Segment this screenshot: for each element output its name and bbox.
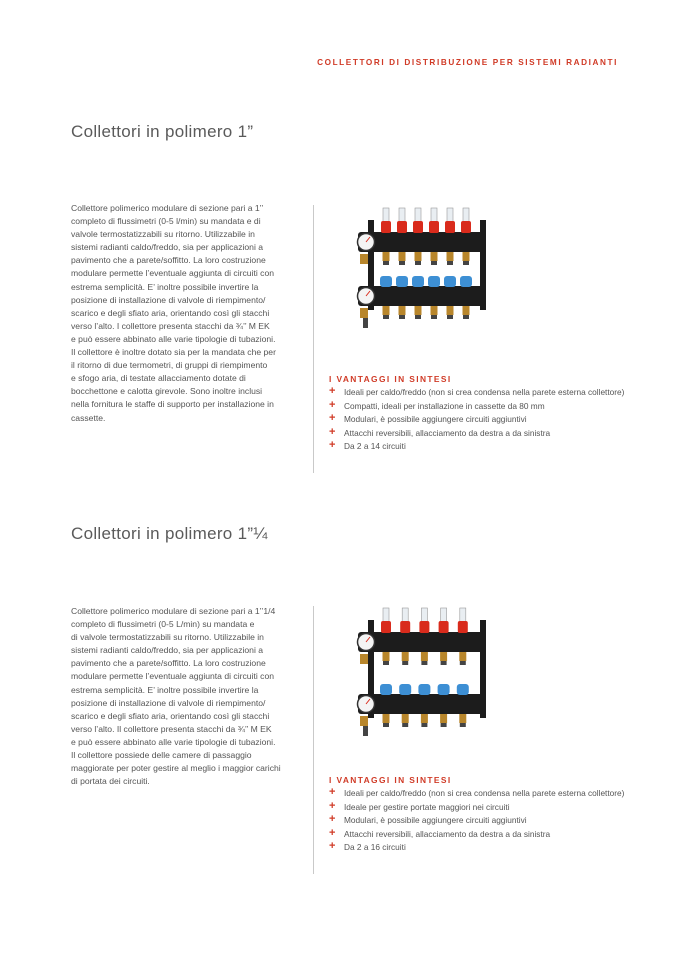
section1-body	[71, 202, 299, 425]
section2-body	[71, 605, 299, 788]
section2-divider	[313, 606, 314, 874]
flowmeter-tube	[447, 208, 453, 222]
brass-outlet	[459, 652, 466, 661]
drain-valve-icon	[363, 726, 368, 736]
advantage-text: Modulari, è possibile aggiungere circuiti aggiuntivi	[344, 815, 527, 826]
advantage-item	[329, 841, 629, 855]
body-line: pavimento che a parete/soffitto. La loro costruzione	[71, 255, 266, 266]
body-line: Il collettore possiede delle camere di passaggio	[71, 750, 252, 761]
valve-cap-icon	[412, 276, 424, 287]
valve-cap-icon	[380, 276, 392, 287]
plus-icon: +	[329, 385, 336, 397]
brass-outlet	[402, 652, 409, 661]
valve-cap-icon	[444, 276, 456, 287]
body-line: estrema semplicità. E’ inoltre possibile invertire la	[71, 281, 259, 292]
outlet-nut	[460, 723, 466, 727]
body-line: completo di flussimetri (0-5 l/min) su mandata e di	[71, 216, 261, 227]
plus-icon: +	[329, 425, 336, 438]
outlet-nut	[441, 661, 447, 665]
plus-icon: +	[329, 813, 336, 826]
valve-cap-icon	[380, 684, 392, 695]
flowmeter-tube	[460, 608, 466, 622]
advantage-item	[329, 801, 629, 815]
return-bar	[358, 286, 486, 306]
brass-outlet	[440, 652, 447, 661]
flowmeter-tube	[431, 208, 437, 222]
outlet-nut	[431, 315, 437, 319]
body-line: verso l’alto. Il collettore presenta stacchi da ¾’’ M EK	[71, 723, 272, 734]
advantage-item	[329, 400, 629, 414]
manifold-image-1	[348, 206, 492, 348]
body-line: posizione di installazione di valvole di riempimento/	[71, 294, 266, 305]
brass-outlet	[447, 252, 454, 261]
outlet-nut	[383, 661, 389, 665]
advantage-item	[329, 440, 629, 454]
outlet-nut	[460, 661, 466, 665]
outlet-nut	[463, 261, 469, 265]
brass-outlet	[415, 252, 422, 261]
drain-valve-icon	[363, 318, 368, 328]
plus-icon: +	[329, 439, 336, 452]
brass-outlet	[421, 714, 428, 723]
outlet-nut	[383, 261, 389, 265]
outlet-nut	[402, 661, 408, 665]
valve-cap-icon	[399, 684, 411, 695]
outlet-nut	[463, 315, 469, 319]
section1-advantages-title: I VANTAGGI IN SINTESI	[329, 374, 452, 384]
body-line: cassette.	[71, 412, 106, 423]
brass-outlet	[383, 252, 390, 261]
plus-icon: +	[329, 799, 336, 812]
end-fitting	[360, 716, 368, 726]
body-line: sistemi radianti caldo/freddo, sia per applicazioni a	[71, 242, 264, 253]
advantage-text: Da 2 a 14 circuiti	[344, 441, 406, 452]
brass-outlet	[440, 714, 447, 723]
outlet-nut	[383, 315, 389, 319]
plus-icon: +	[329, 826, 336, 839]
flowmeter-icon	[445, 221, 455, 233]
section1-title: Collettori in polimero 1”	[71, 122, 254, 141]
brass-outlet	[383, 652, 390, 661]
advantage-text: Da 2 a 16 circuiti	[344, 842, 406, 853]
advantage-text: Ideali per caldo/freddo (non si crea condensa nella parete esterna collettore)	[344, 788, 625, 798]
flowmeter-icon	[429, 221, 439, 233]
flowmeter-icon	[397, 221, 407, 233]
section1-advantages-list	[329, 386, 629, 454]
body-line: pavimento che a parete/soffitto. La loro costruzione	[71, 658, 266, 669]
flowmeter-icon	[419, 621, 429, 633]
valve-cap-icon	[438, 684, 450, 695]
plus-icon: +	[329, 786, 336, 798]
page-header: COLLETTORI DI DISTRIBUZIONE PER SISTEMI RADIANTI	[317, 58, 618, 67]
body-line: sistemi radianti caldo/freddo, sia per applicazioni a	[71, 645, 264, 656]
brass-outlet	[421, 652, 428, 661]
outlet-nut	[441, 723, 447, 727]
body-line: scarico e degli sfiato aria, orientando così gli stacchi	[71, 710, 270, 721]
valve-cap-icon	[457, 684, 469, 695]
advantage-text: Attacchi reversibili, allacciamento da destra a da sinistra	[344, 828, 551, 839]
outlet-nut	[399, 261, 405, 265]
outlet-nut	[447, 315, 453, 319]
manifold-image-2	[348, 606, 492, 756]
end-fitting	[360, 308, 368, 318]
outlet-nut	[421, 661, 427, 665]
brass-outlet	[447, 306, 454, 315]
body-line: bocchettone e calotta girevole. Sono inoltre inclusi	[71, 386, 263, 397]
advantage-item	[329, 413, 629, 427]
advantage-text: Ideali per caldo/freddo (non si crea condensa nella parete esterna collettore)	[344, 387, 625, 397]
advantage-text: Attacchi reversibili, allacciamento da destra a da sinistra	[344, 427, 551, 438]
valve-cap-icon	[396, 276, 408, 287]
body-line: e può essere abbinato alle varie tipologie di tubazioni.	[71, 736, 276, 747]
flowmeter-icon	[439, 621, 449, 633]
advantage-item	[329, 787, 629, 801]
supply-bar	[358, 632, 486, 652]
flowmeter-tube	[383, 608, 389, 622]
plus-icon: +	[329, 412, 336, 425]
flowmeter-icon	[458, 621, 468, 633]
valve-cap-icon	[460, 276, 472, 287]
brass-outlet	[459, 714, 466, 723]
body-line: verso l’alto. I collettore presenta stacchi da ¾’’ M EK	[71, 320, 270, 331]
body-line: Il collettore è inoltre dotato sia per la mandata che per	[71, 347, 276, 358]
body-line: estrema semplicità. E’ inoltre possibile invertire la	[71, 684, 259, 695]
flowmeter-tube	[402, 608, 408, 622]
flowmeter-tube	[383, 208, 389, 222]
brass-outlet	[463, 252, 470, 261]
body-line: Collettore polimerico modulare di sezione pari a 1’’	[71, 203, 264, 213]
advantage-item	[329, 427, 629, 441]
advantage-text: Modulari, è possibile aggiungere circuiti aggiuntivi	[344, 414, 527, 425]
plus-icon: +	[329, 840, 336, 853]
flowmeter-icon	[413, 221, 423, 233]
body-line: maggiorate per poter gestire al meglio i maggior carichi	[71, 763, 281, 774]
plus-icon: +	[329, 398, 336, 411]
body-line: Collettore polimerico modulare di sezione pari a 1’’1/4	[71, 606, 276, 616]
flowmeter-tube	[441, 608, 447, 622]
body-line: modulare permette l’eventuale aggiunta di circuiti con	[71, 268, 275, 279]
flowmeter-icon	[400, 621, 410, 633]
brass-outlet	[383, 714, 390, 723]
advantage-text: Compatti, ideali per installazione in cassette da 80 mm	[344, 400, 545, 411]
brass-outlet	[463, 306, 470, 315]
brass-outlet	[399, 306, 406, 315]
brass-outlet	[431, 252, 438, 261]
flowmeter-icon	[381, 221, 391, 233]
body-line: scarico e degli sfiato aria, orientando così gli stacchi	[71, 307, 270, 318]
body-line: di portata dei circuiti.	[71, 776, 150, 787]
brass-outlet	[383, 306, 390, 315]
brass-outlet	[402, 714, 409, 723]
body-line: il ritorno di due termometri, di gruppi di riempimento	[71, 360, 268, 371]
advantage-item	[329, 386, 629, 400]
section2-advantages-title: I VANTAGGI IN SINTESI	[329, 775, 452, 785]
flowmeter-icon	[461, 221, 471, 233]
brass-outlet	[431, 306, 438, 315]
outlet-nut	[402, 723, 408, 727]
end-fitting	[360, 654, 368, 664]
body-line: e sfogo aria, di testate allacciamento dotate di	[71, 373, 246, 384]
flowmeter-tube	[463, 208, 469, 222]
valve-cap-icon	[428, 276, 440, 287]
outlet-nut	[447, 261, 453, 265]
section2-advantages-list	[329, 787, 629, 855]
return-bar	[358, 694, 486, 714]
flowmeter-tube	[415, 208, 421, 222]
flowmeter-icon	[381, 621, 391, 633]
flowmeter-tube	[421, 608, 427, 622]
brass-outlet	[415, 306, 422, 315]
body-line: di valvole termostatizzabili su ritorno. Utilizzabile in	[71, 632, 264, 643]
valve-cap-icon	[418, 684, 430, 695]
body-line: modulare permette l’eventuale aggiunta di circuiti con	[71, 671, 275, 682]
outlet-nut	[415, 261, 421, 265]
advantage-item	[329, 828, 629, 842]
outlet-nut	[383, 723, 389, 727]
outlet-nut	[431, 261, 437, 265]
section1-divider	[313, 205, 314, 473]
advantage-text: Ideale per gestire portate maggiori nei circuiti	[344, 801, 510, 812]
outlet-nut	[415, 315, 421, 319]
body-line: e può essere abbinato alle varie tipologie di tubazioni.	[71, 333, 276, 344]
outlet-nut	[399, 315, 405, 319]
section2-title: Collettori in polimero 1”¼	[71, 524, 268, 543]
body-line: posizione di installazione di valvole di riempimento/	[71, 697, 266, 708]
supply-bar	[358, 232, 486, 252]
body-line: nella fornitura le staffe di supporto per installazione in	[71, 399, 274, 410]
body-line: completo di flussimetri (0-5 L/min) su mandata e	[71, 619, 255, 630]
body-line: valvole termostatizzabili su ritorno. Utilizzabile in	[71, 229, 255, 240]
advantage-item	[329, 814, 629, 828]
end-fitting	[360, 254, 368, 264]
outlet-nut	[421, 723, 427, 727]
brass-outlet	[399, 252, 406, 261]
flowmeter-tube	[399, 208, 405, 222]
